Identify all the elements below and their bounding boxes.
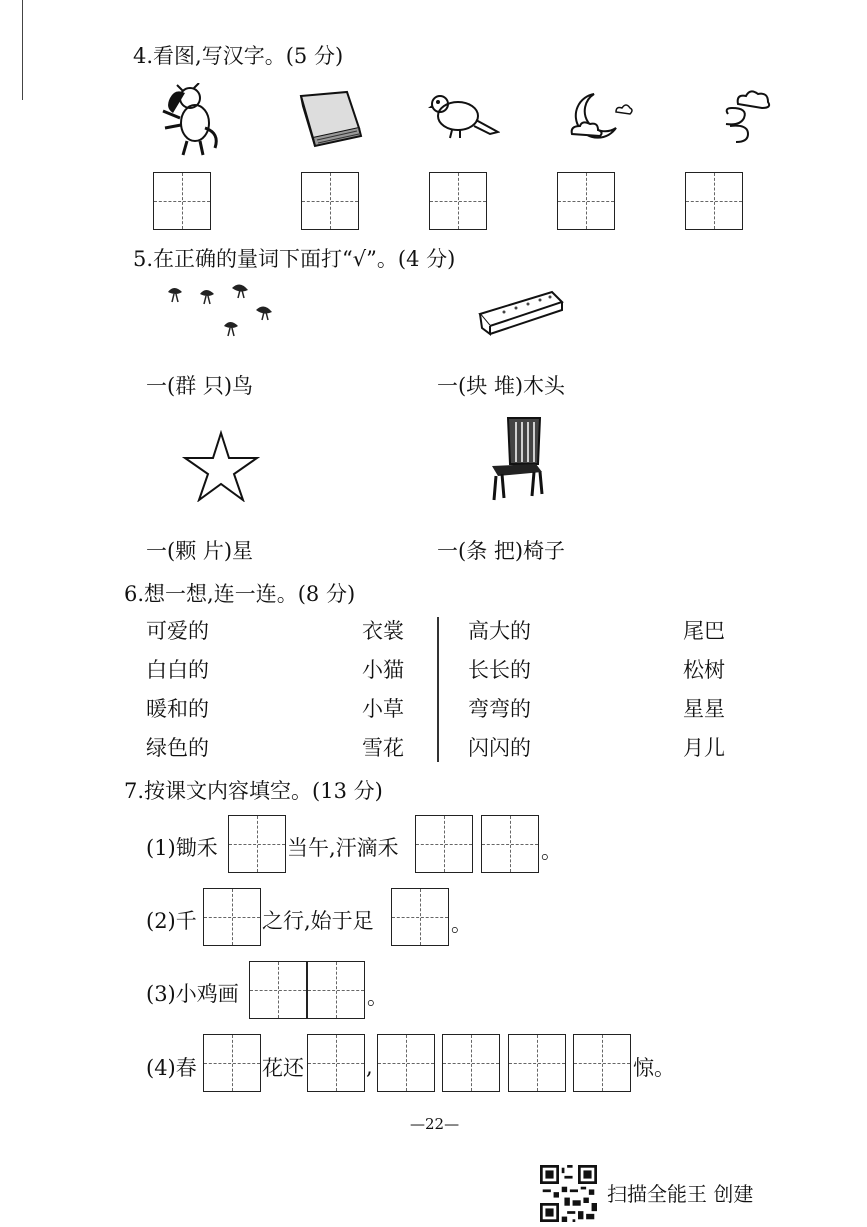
measure-word-item: 一(颗 片)星	[146, 539, 254, 563]
answer-box[interactable]	[301, 172, 359, 230]
match-item[interactable]: 可爱的	[146, 619, 209, 643]
answer-box[interactable]	[307, 961, 365, 1019]
horse-picture	[155, 83, 225, 158]
match-item[interactable]: 松树	[683, 658, 725, 682]
match-item[interactable]: 雪花	[362, 736, 404, 760]
fill-text: 之行,始于足	[262, 909, 374, 933]
scanner-credit: 扫描全能王 创建	[607, 1182, 754, 1206]
wood-log-picture	[470, 288, 565, 338]
question-5-title: 5.在正确的量词下面打“√”。(4 分)	[133, 247, 456, 271]
match-item[interactable]: 小猫	[362, 658, 404, 682]
answer-box[interactable]	[153, 172, 211, 230]
fill-text: 惊。	[633, 1056, 675, 1080]
page-number: —22—	[410, 1115, 460, 1133]
answer-box[interactable]	[203, 888, 261, 946]
bird-picture	[428, 92, 500, 142]
fill-text: (4)春	[146, 1056, 197, 1080]
moon-picture	[566, 90, 636, 140]
page-edge-line	[22, 0, 23, 100]
match-item[interactable]: 尾巴	[683, 619, 725, 643]
question-4-title: 4.看图,写汉字。(5 分)	[133, 44, 344, 68]
birds-picture	[160, 280, 280, 340]
answer-box[interactable]	[415, 815, 473, 873]
answer-box[interactable]	[481, 815, 539, 873]
cloud-picture	[718, 88, 774, 146]
column-divider	[437, 617, 439, 762]
fill-text: (1)锄禾	[146, 836, 218, 860]
answer-box[interactable]	[249, 961, 307, 1019]
answer-box[interactable]	[377, 1034, 435, 1092]
answer-box[interactable]	[557, 172, 615, 230]
fill-text: (2)千	[146, 909, 197, 933]
answer-box[interactable]	[307, 1034, 365, 1092]
answer-box[interactable]	[429, 172, 487, 230]
fill-text: 当午,汗滴禾	[287, 836, 399, 860]
match-item[interactable]: 高大的	[468, 619, 531, 643]
match-item[interactable]: 绿色的	[146, 736, 209, 760]
match-item[interactable]: 暖和的	[146, 697, 209, 721]
book-picture	[297, 88, 365, 150]
qr-code-icon	[540, 1165, 597, 1222]
question-6-title: 6.想一想,连一连。(8 分)	[124, 582, 356, 606]
answer-box[interactable]	[391, 888, 449, 946]
fill-text: 。	[541, 839, 562, 863]
fill-text: 。	[367, 985, 388, 1009]
match-item[interactable]: 弯弯的	[468, 697, 531, 721]
answer-box[interactable]	[685, 172, 743, 230]
match-item[interactable]: 星星	[683, 697, 725, 721]
question-7-title: 7.按课文内容填空。(13 分)	[124, 779, 383, 803]
fill-text: ,	[366, 1055, 373, 1079]
chair-picture	[488, 414, 548, 502]
match-item[interactable]: 闪闪的	[468, 736, 531, 760]
fill-text: 。	[451, 912, 472, 936]
match-item[interactable]: 白白的	[146, 658, 209, 682]
answer-box[interactable]	[573, 1034, 631, 1092]
star-picture	[182, 430, 260, 502]
match-item[interactable]: 小草	[362, 697, 404, 721]
answer-box[interactable]	[442, 1034, 500, 1092]
match-item[interactable]: 月儿	[683, 736, 725, 760]
measure-word-item: 一(群 只)鸟	[146, 374, 254, 398]
measure-word-item: 一(条 把)椅子	[437, 539, 566, 563]
answer-box[interactable]	[203, 1034, 261, 1092]
answer-box[interactable]	[508, 1034, 566, 1092]
answer-box[interactable]	[228, 815, 286, 873]
match-item[interactable]: 衣裳	[362, 619, 404, 643]
fill-text: 花还	[262, 1056, 304, 1080]
measure-word-item: 一(块 堆)木头	[437, 374, 566, 398]
fill-text: (3)小鸡画	[146, 982, 239, 1006]
match-item[interactable]: 长长的	[468, 658, 531, 682]
